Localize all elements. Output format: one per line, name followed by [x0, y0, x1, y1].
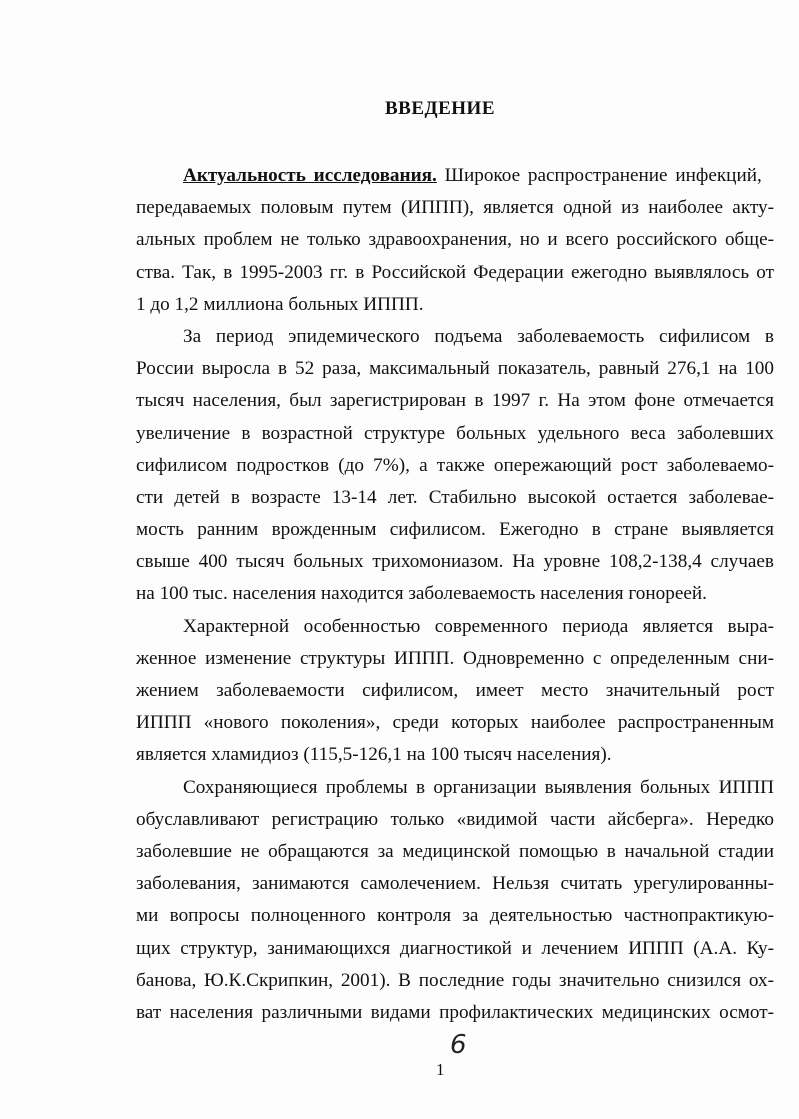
text-line: ват населения различными видами профилактических медицинских осмот-	[136, 1001, 774, 1023]
text-line: на 100 тыс. населения находится заболеваемость населения гонореей.	[136, 583, 707, 605]
paragraph	[136, 611, 774, 772]
text-line: увеличение в возрастной структуре больных удельного веса заболевших	[136, 422, 774, 444]
paragraph	[136, 160, 774, 321]
text-line: свыше 400 тысяч больных трихомониазом. На уровне 108,2-138,4 случаев	[136, 551, 774, 573]
paragraph	[136, 321, 774, 611]
text-line: женное изменение структуры ИППП. Одновременно с определенным сни-	[136, 647, 774, 669]
text-line: Характерной особенностью современного периода является выра-	[183, 615, 774, 637]
text-line: тысяч населения, был зарегистрирован в 1997 г. На этом фоне отмечается	[136, 390, 774, 412]
text-line	[136, 160, 774, 192]
text-line: жением заболеваемости сифилисом, имеет место значительный рост	[136, 680, 774, 701]
text-line: России выросла в 52 раза, максимальный показатель, равный 276,1 на 100	[136, 358, 774, 380]
text-line-content: Широкое распространение инфекций,	[436, 165, 762, 186]
text-line: сти детей в возрасте 13-14 лет. Стабильно высокой остается заболевае-	[136, 486, 774, 508]
text-line: 1 до 1,2 миллиона больных ИППП.	[136, 293, 424, 315]
text-line: ИППП «нового поколения», среди которых наиболее распространенным	[136, 712, 774, 734]
text-line: сифилисом подростков (до 7%), а также опережающий рост заболеваемо-	[136, 454, 774, 476]
text-line: банова, Ю.К.Скрипкин, 2001). В последние годы значительно снизился ох-	[136, 969, 774, 991]
document-body	[136, 160, 774, 1029]
text-line: мость ранним врожденным сифилисом. Ежегодно в стране выявляется	[136, 519, 774, 541]
text-line: заболевшие не обращаются за медицинской помощью в начальной стадии	[136, 840, 774, 862]
text-line: передаваемых половым путем (ИППП), является одной из наиболее акту-	[136, 197, 774, 219]
handwritten-page-number: 6	[450, 1030, 467, 1060]
text-line: ми вопросы полноценного контроля за деятельностью частнопрактикую-	[136, 905, 774, 927]
text-line: является хламидиоз (115,5-126,1 на 100 тысяч населения).	[136, 744, 612, 766]
section-lead-heading: Актуальность исследования.	[183, 165, 437, 186]
text-line: альных проблем не только здравоохранения, но и всего российского обще-	[136, 229, 774, 251]
paragraph	[136, 772, 774, 1030]
text-line: заболевания, занимаются самолечением. Нельзя считать урегулированны-	[136, 873, 774, 895]
text-line: Сохраняющиеся проблемы в организации выявления больных ИППП	[183, 776, 774, 798]
text-line: За период эпидемического подъема заболеваемость сифилисом в	[183, 325, 774, 347]
text-line: обуславливают регистрацию только «видимой части айсберга». Нередко	[136, 808, 774, 830]
text-line: щих структур, занимающихся диагностикой и лечением ИППП (А.А. Ку-	[136, 937, 774, 959]
page-title: ВВЕДЕНИЕ	[385, 98, 495, 119]
page-number: 1	[436, 1060, 445, 1079]
text-line: ства. Так, в 1995-2003 гг. в Российской Федерации ежегодно выявлялось от	[136, 261, 774, 283]
